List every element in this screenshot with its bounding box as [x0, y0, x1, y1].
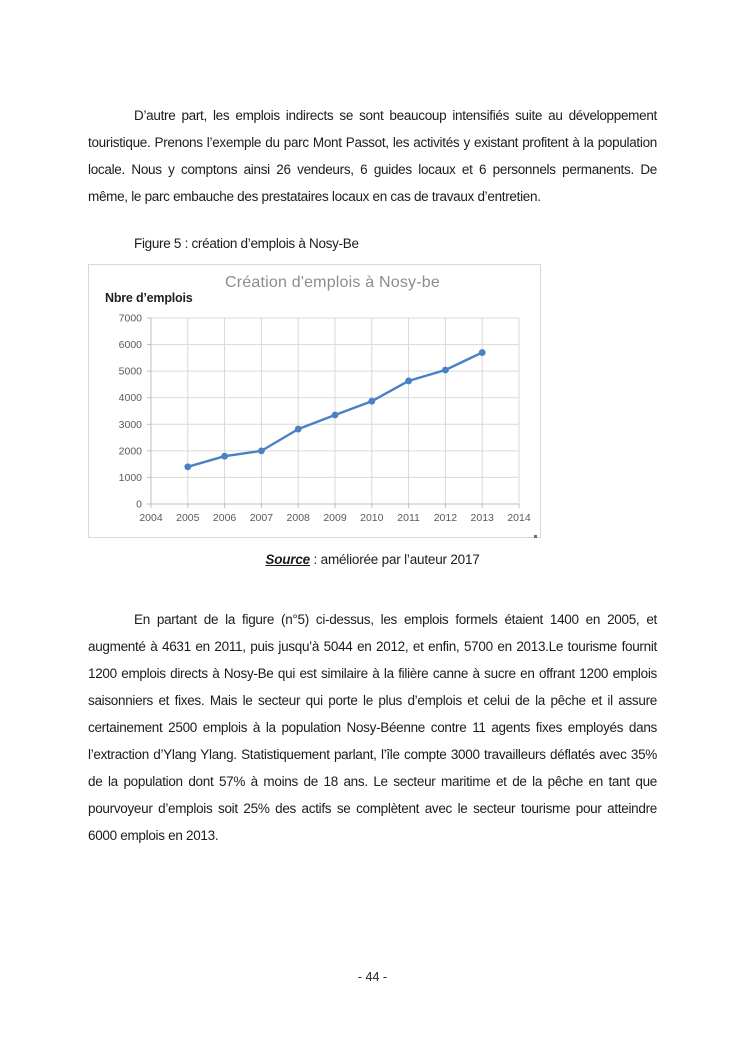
data-point: [295, 426, 302, 433]
data-point: [258, 447, 265, 454]
data-point: [184, 463, 191, 470]
y-tick-label: 0: [136, 498, 142, 511]
x-tick-label: 2013: [470, 512, 494, 524]
figure-chart: [88, 264, 541, 538]
y-tick-label: 5000: [118, 365, 142, 378]
chart-title: Création d'emplois à Nosy-be: [225, 274, 440, 291]
figure-source: [88, 552, 657, 567]
x-tick-label: 2006: [212, 512, 237, 524]
data-point: [368, 398, 375, 405]
y-tick-label: 2000: [118, 445, 142, 458]
data-point: [479, 349, 486, 356]
y-tick-label: 4000: [118, 392, 142, 405]
source-label: Source: [265, 552, 310, 567]
x-tick-label: 2012: [433, 512, 458, 524]
x-tick-label: 2005: [176, 512, 200, 524]
chart-corner-mark: [534, 535, 537, 538]
y-tick-label: 6000: [118, 339, 142, 352]
x-tick-label: 2008: [286, 512, 310, 524]
data-point: [442, 367, 449, 374]
paragraph-intro: D’autre part, les emplois indirects se sont beaucoup intensifiés suite au développement touristique. Prenons l’exemple du parc Mont Passot, les activités y existant profitent à la population locale. Nous y comptons ainsi 26 vendeurs, 6 guides locaux et 6 personnels permanents. De même, le parc embauche des prestataires locaux en cas de travaux d’entretien.: [88, 107, 657, 204]
paragraph-analysis: En partant de la figure (n°5) ci-dessus, les emplois formels étaient 1400 en 2005, et augmenté à 4631 en 2011, puis jusqu’à 5044 en 2012, et enfin, 5700 en 2013.Le tourisme fournit 1200 emplois directs à Nosy-Be qui est similaire à la filière canne à sucre en offrant 1200 emplois saisonniers et fixes. Mais le secteur qui porte le plus d’emplois et celui de la pêche et il assure certainement 2500 emplois à la population Nosy-Béenne contre 11 agents fixes employés dans l’extraction d’Ylang Ylang. Statistiquement parlant, l’île compte 3000 travailleurs déflatés avec 35% de la population dont 57% à moins de 18 ans. Le secteur maritime et de la pêche en tant que pourvoyeur d’emplois soit 25% des actifs se complètent avec le secteur tourisme pour atteindre 6000 emplois en 2013.: [88, 611, 657, 843]
data-point: [221, 453, 228, 460]
employment-line-chart: [89, 265, 542, 539]
page-number: - 44 -: [357, 970, 388, 984]
x-tick-label: 2011: [397, 512, 420, 524]
x-tick-label: 2004: [139, 512, 163, 524]
x-tick-label: 2014: [507, 512, 531, 524]
data-point: [332, 412, 339, 419]
chart-y-axis-label: Nbre d’emplois: [105, 291, 193, 305]
x-tick-label: 2010: [360, 512, 384, 524]
y-tick-label: 7000: [118, 312, 142, 325]
x-tick-label: 2007: [249, 512, 274, 524]
y-tick-label: 3000: [118, 418, 142, 431]
figure-caption: Figure 5 : création d’emplois à Nosy-Be: [134, 236, 359, 251]
source-text: : améliorée par l’auteur 2017: [309, 552, 480, 567]
y-tick-label: 1000: [118, 471, 142, 484]
data-point: [405, 378, 412, 385]
x-tick-label: 2009: [323, 512, 347, 524]
